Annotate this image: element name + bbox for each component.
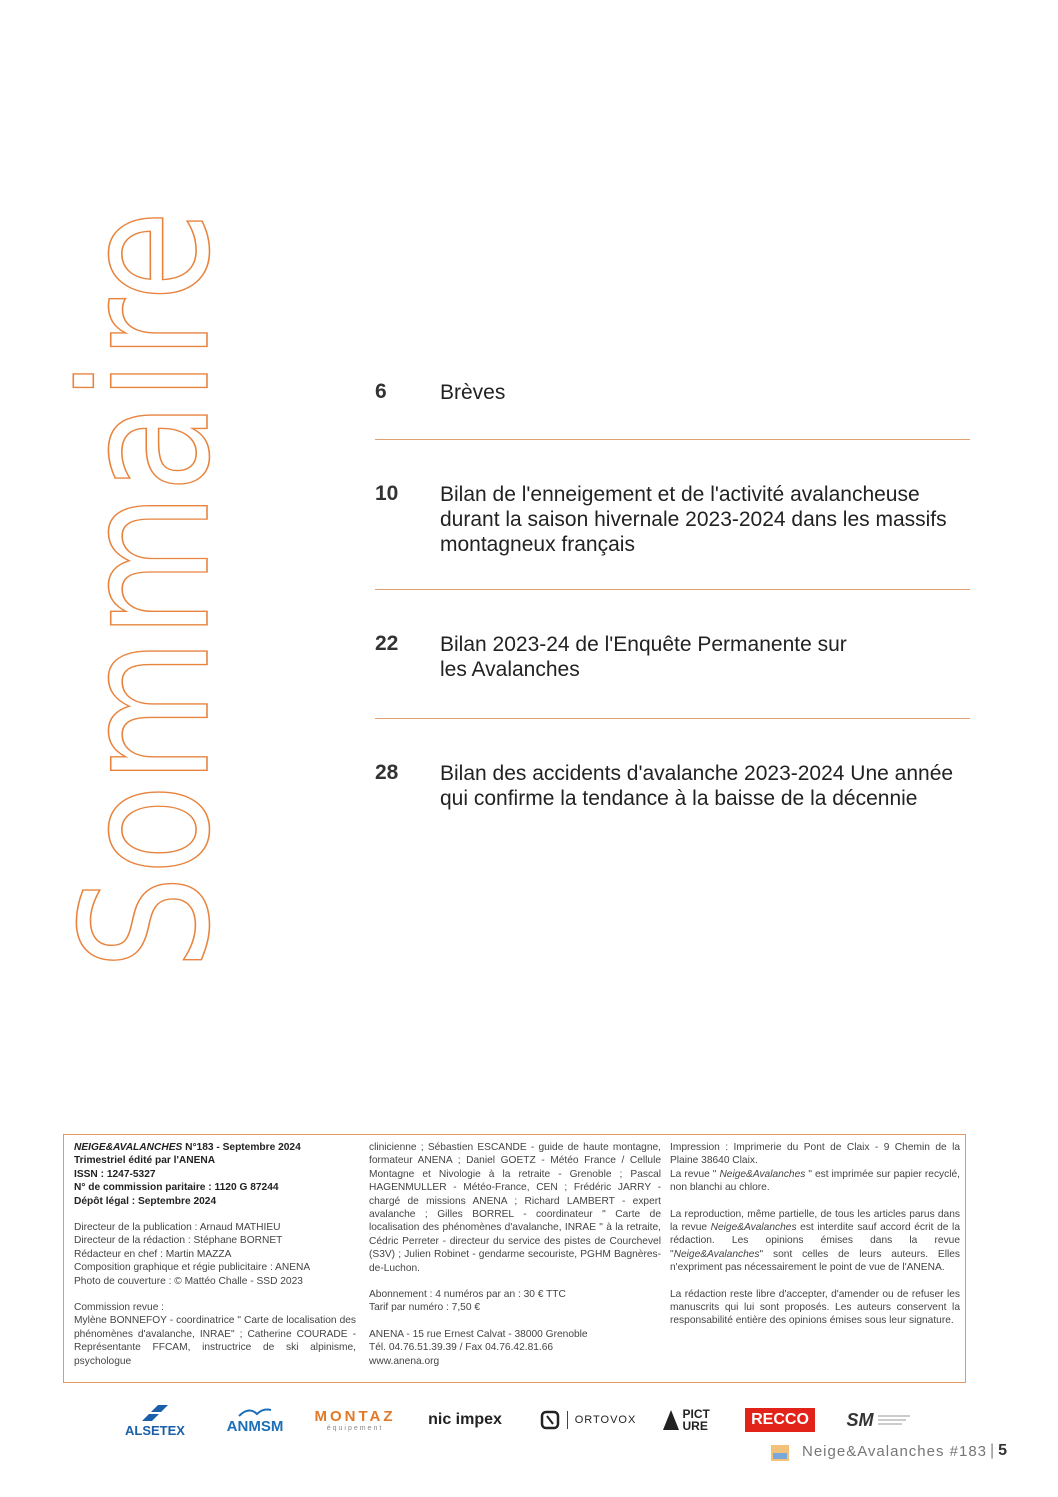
page-heading-vertical: [44, 74, 249, 980]
commission-number-line: N° de commission paritaire : 1120 G 87244: [74, 1182, 279, 1194]
legal-deposit-line: Dépôt légal : Septembre 2024: [74, 1195, 217, 1207]
page-footer: [770, 1441, 1020, 1467]
commission-label: Commission revue :: [74, 1302, 165, 1314]
toc-page-number: 22: [375, 632, 399, 655]
nic-impex-logo: nic impex: [428, 1411, 502, 1428]
colophon-column-publication: [74, 1141, 356, 1368]
toc-separator: [375, 718, 970, 719]
sm-logo: SM: [840, 1400, 920, 1440]
commission-members: Mylène BONNEFOY - coordinatrice " Carte de localisation des phénomènes d'avalanche, INRAE" ; Catherine COURADE - Représentante FFCAM, instructrice de ski alpinisme, psychologue: [74, 1315, 356, 1367]
footer-title: Neige&Avalanches #183: [802, 1443, 988, 1460]
toc-separator: [375, 589, 970, 590]
picture-logo: PICT URE: [660, 1400, 720, 1440]
paper-info: La revue " Neige&Avalanches " est imprimée sur papier recyclé, non blanchi au chlore.: [670, 1168, 960, 1194]
colophon-column-legal: [670, 1141, 960, 1328]
ortovox-logo: ORTOVOX: [533, 1400, 643, 1440]
toc-page-number: 10: [375, 482, 399, 505]
page-heading: Sommaire: [44, 74, 249, 970]
alsetex-logo: ALSETEX: [115, 1400, 195, 1440]
toc-page-number: 6: [375, 380, 387, 403]
anmsm-bird-icon: [235, 1406, 275, 1418]
editorial-notice: La rédaction reste libre d'accepter, d'amender ou de refuser les manuscrits qui lui sont proposés. Les auteurs conservent la responsabilité entière des opinions émises sous leur signature.: [670, 1288, 960, 1327]
sponsor-logos: [115, 1400, 935, 1440]
colophon-column-commission: [369, 1141, 661, 1368]
recco-logo: RECCO: [740, 1400, 820, 1440]
printing-info: Impression : Imprimerie du Pont de Claix - 9 Chemin de la Plaine 38640 Claix.: [670, 1142, 960, 1167]
issue-price: Tarif par numéro : 7,50 €: [369, 1302, 480, 1314]
credit-line: Photo de couverture : © Mattéo Challe - SSD 2023: [74, 1275, 303, 1287]
website-link[interactable]: www.anena.org: [369, 1355, 440, 1367]
ortovox-emblem-icon: [540, 1410, 560, 1430]
phone-fax-line: Tél. 04.76.51.39.39 / Fax 04.76.42.81.66: [369, 1342, 554, 1354]
toc-title: Bilan de l'enneigement et de l'activité avalancheuse durant la saison hivernale 2023-2024 dans les massifs montagneux français: [440, 483, 947, 556]
colophon-box: [63, 1134, 966, 1383]
reproduction-notice: La reproduction, même partielle, de tous les articles parus dans la revue Neige&Avalanches est interdite sauf accord écrit de la rédaction. Les opinions émises dans la revue "Neige&Avalanches" sont celles de leurs auteurs. Elles n'expriment pas nécessairement le point de vue de l'ANENA.: [670, 1208, 960, 1274]
credit-line: Directeur de la rédaction : Stéphane BORNET: [74, 1235, 283, 1247]
sm-text-lines-icon: [874, 1413, 914, 1427]
issn-line: ISSN : 1247-5327: [74, 1168, 156, 1180]
credit-line: Directeur de la publication : Arnaud MATHIEU: [74, 1222, 281, 1234]
alsetex-emblem-icon: [140, 1403, 170, 1423]
toc-title: Bilan des accidents d'avalanche 2023-2024 Une année qui confirme la tendance à la baisse de la décennie: [440, 762, 954, 810]
commission-members-continued: clinicienne ; Sébastien ESCANDE - guide de haute montagne, formateur ANENA ; Daniel GOETZ - Météo France / Cellule Montagne et Nivologie à la retraite - Grenoble ; Pascal HAGENMULLER - Météo-France, CEN ; Frédéric JARRY - chargé de missions ANENA ; Richard LAMBERT - expert avalanche ; Gilles BORREL - coordinateur " Carte de localisation des phénomènes d'avalanche, INRAE " à la retraite, Cédric Perreter - directeur du service des pistes de Courchevel (S3V) ; Julien Robinet - gendarme secouriste, PGHM Bagnères-de-Luchon.: [369, 1142, 661, 1274]
publisher-line: Trimestriel édité par l'ANENA: [74, 1155, 216, 1167]
toc-title: Brèves: [440, 381, 506, 404]
publication-name: NEIGE&AVALANCHES: [74, 1142, 183, 1153]
address-line: ANENA - 15 rue Ernest Calvat - 38000 Grenoble: [369, 1328, 588, 1340]
issue-info: N°183 - Septembre 2024: [182, 1142, 301, 1153]
montaz-logo: MONTAZ équipement: [314, 1408, 396, 1432]
page-number: | 5: [990, 1442, 1008, 1459]
anmsm-logo: ANMSM: [220, 1400, 290, 1440]
credit-line: Composition graphique et régie publicitaire : ANENA: [74, 1262, 311, 1274]
toc-separator: [375, 439, 970, 440]
picture-emblem-icon: [662, 1409, 680, 1431]
credit-line: Rédacteur en chef : Martin MAZZA: [74, 1248, 232, 1260]
toc-page-number: 28: [375, 761, 399, 784]
magazine-cover-icon: [770, 1444, 790, 1462]
subscription-price: Abonnement : 4 numéros par an : 30 € TTC: [369, 1289, 566, 1301]
toc-title: Bilan 2023-24 de l'Enquête Permanente sur les Avalanches: [440, 633, 847, 681]
